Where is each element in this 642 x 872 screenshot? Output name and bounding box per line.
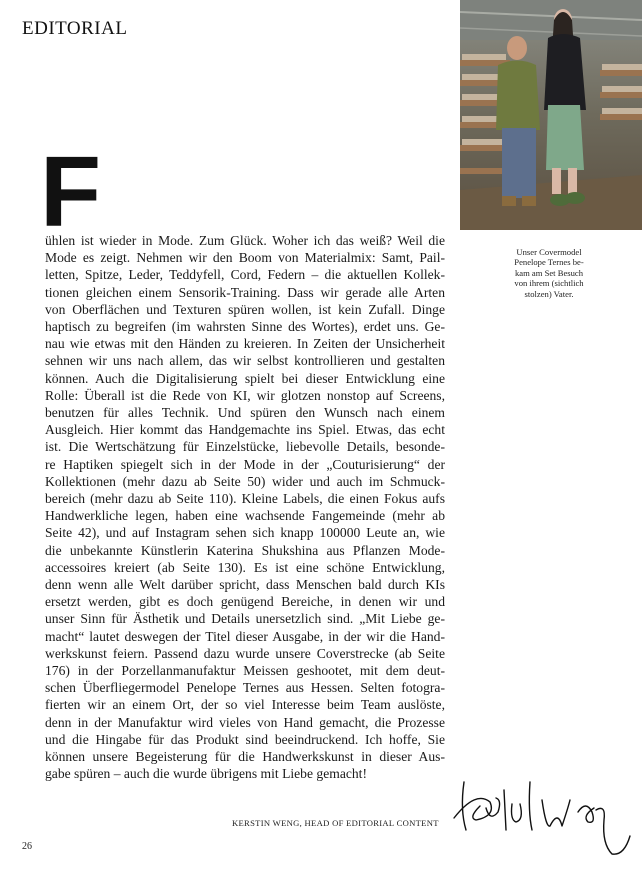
- article-line: Seite 42), und auf Instagram sehen sich knapp 100000 Leute an, wie: [45, 525, 445, 541]
- article-line: schen Überfliegermodel Penelope Ternes aus Hessen. Selten fotogra-: [45, 680, 445, 696]
- author-credit: KERSTIN WENG, HEAD OF EDITORIAL CONTENT: [232, 818, 439, 828]
- article-line: und die Hingabe für das Produkt sind beeindruckend. Ich hoffe, Sie: [45, 731, 445, 747]
- article-line: werkskunst feiern. Passend dazu wurde unsere Coverstrecke (ab Seite: [45, 645, 445, 661]
- article-line: letten, Spitze, Leder, Teddyfell, Cord, Federn – die aktuellen Kollek-: [45, 267, 445, 283]
- caption-line: Penelope Ternes be-: [514, 257, 584, 268]
- drop-cap: F: [40, 136, 102, 248]
- article-line: denn in der Manufaktur wird vieles von Hand gemacht, die Prozesse: [45, 714, 445, 730]
- article-line: benutzen für alles Technik. Und spüren den Wunsch nach einem: [45, 405, 445, 421]
- article-line: können. Auch die Digitalisierung spielt bei dieser Entwicklung eine: [45, 370, 445, 386]
- article-body: [45, 232, 445, 783]
- cover-photo-icon: [460, 0, 642, 230]
- article-line: ersetzt werden, gibt es doch genügend Bereiche, in denen wir und: [45, 594, 445, 610]
- article-line: macht“ lautet deswegen der Titel dieser Ausgabe, in der wir die Hand-: [45, 628, 445, 644]
- article-line: Handwerkliche legen, haben eine wachsende Fangemeinde (mehr ab: [45, 508, 445, 524]
- article-line: Mode es zeigt. Nehmen wir den Boom von Materialmix: Samt, Pail-: [45, 250, 445, 266]
- article-line: fierten wir an einem Ort, der so viel Interesse beim Team auslöste,: [45, 697, 445, 713]
- article-line: accessoires kreiert (ab Seite 130). Es ist eine schöne Entwicklung,: [45, 559, 445, 575]
- article-line: haptisch zu begreifen (im wahrsten Sinne des Wortes), erdet uns. Ge-: [45, 319, 445, 335]
- article-line: 176) in der Porzellanmanufaktur Meissen geshootet, mit dem deut-: [45, 663, 445, 679]
- article-line: denn wenn alle Welt darüber spricht, dass Menschen bald durch KIs: [45, 577, 445, 593]
- caption-line: stolzen) Vater.: [524, 288, 574, 299]
- article-line: können unsere Begeisterung für die Handwerkskunst in dieser Aus-: [45, 749, 445, 765]
- article-line: gabe spüren – auch die wurde übrigens mit Liebe gemacht!: [45, 766, 367, 782]
- page-number: 26: [22, 841, 32, 852]
- caption-line: kam am Set Besuch: [514, 267, 584, 278]
- article-line: ühlen ist wieder in Mode. Zum Glück. Woher ich das weiß? Weil die: [45, 233, 445, 248]
- article-line: nau wie etwas mit den Händen zu kreieren. In Zeiten der Unsicherheit: [45, 336, 445, 352]
- photo-illustration: [460, 0, 642, 230]
- signature-icon: [446, 760, 636, 860]
- article-line: bereich (mehr dazu ab Seite 110). Kleine Labels, die einen Fokus aufs: [45, 491, 445, 507]
- section-label: EDITORIAL: [22, 18, 128, 39]
- photo-caption: [474, 247, 624, 299]
- article-line: die unbekannte Künstlerin Katerina Shukshina aus Pflanzen Mode-: [45, 542, 445, 558]
- article-line: von Oberflächen und Texturen spüren wollen, ist kein Zufall. Dinge: [45, 301, 445, 317]
- caption-line: von ihrem (sichtlich: [514, 278, 584, 289]
- article-line: ist. Die Wertschätzung für Einzelstücke, liebevolle Details, besonde-: [45, 439, 445, 455]
- article-line: unser Sinn für Ästhetik und Details unersetzlich sind. „Mit Liebe ge-: [45, 611, 445, 627]
- article-line: Kollektionen (mehr dazu ab Seite 50) wider und auch im Schmuck-: [45, 473, 445, 489]
- article-line: Ausgleich. Hier kommt das Handgemachte ins Spiel. Etwas, das echt: [45, 422, 445, 438]
- article-line: re Haptiken spiegelt sich in der Mode in der „Couturisierung“ der: [45, 456, 445, 472]
- article-line: tionen gleichen einem Sensorik-Training. Dass wir gerade alle Arten: [45, 284, 445, 300]
- caption-line: Unser Covermodel: [516, 247, 582, 257]
- article-line: sehnen wir uns nach allem, das wir selbst kontrollieren und gestalten: [45, 353, 445, 369]
- article-line: Rolle: Überall ist die Rede von KI, wir glotzen nonstop auf Screens,: [45, 387, 445, 403]
